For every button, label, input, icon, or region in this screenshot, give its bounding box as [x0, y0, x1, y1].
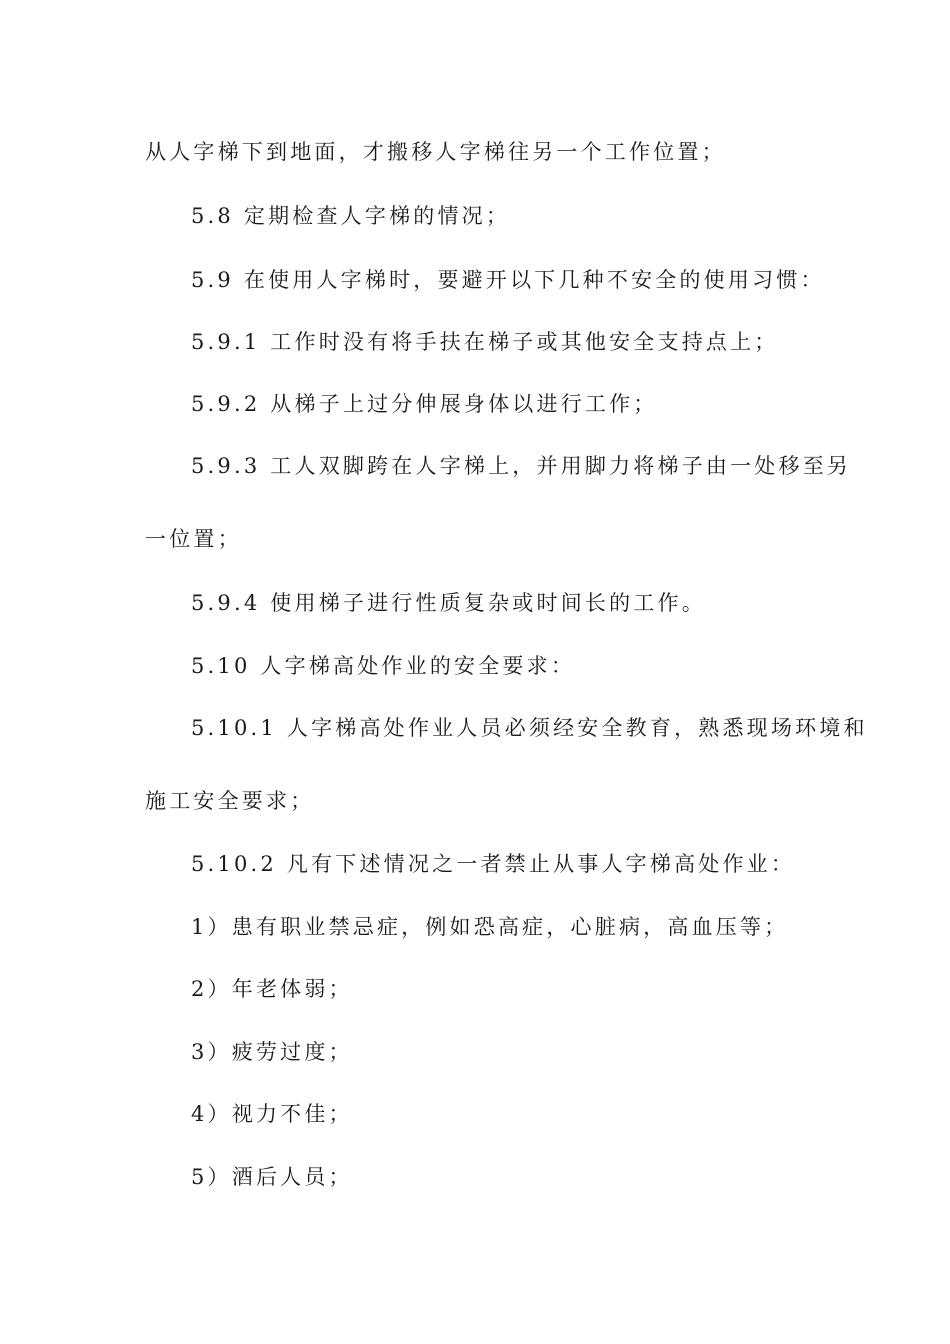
paragraph-line: 4）视力不佳； — [191, 1102, 353, 1126]
paragraph-line: 3）疲劳过度； — [191, 1040, 353, 1064]
paragraph-line: 5）酒后人员； — [191, 1165, 353, 1189]
paragraph-line: 5.9.1 工作时没有将手扶在梯子或其他安全支持点上； — [191, 330, 779, 354]
paragraph-line: 从人字梯下到地面，才搬移人字梯往另一个工作位置； — [145, 140, 726, 164]
paragraph-line: 5.9.2 从梯子上过分伸展身体以进行工作； — [191, 392, 658, 416]
paragraph-line: 5.9.4 使用梯子进行性质复杂或时间长的工作。 — [191, 591, 706, 615]
paragraph-line: 5.10 人字梯高处作业的安全要求： — [191, 654, 576, 678]
paragraph-line: 5.9.3 工人双脚跨在人字梯上，并用脚力将梯子由一处移至另 — [191, 454, 852, 478]
paragraph-line: 2）年老体弱； — [191, 977, 353, 1001]
paragraph-line: 一位置； — [145, 527, 242, 551]
paragraph-line: 5.10.2 凡有下述情况之一者禁止从事人字梯高处作业： — [191, 852, 796, 876]
paragraph-line: 5.9 在使用人字梯时，要避开以下几种不安全的使用习惯： — [191, 268, 825, 292]
paragraph-line: 5.10.1 人字梯高处作业人员必须经安全教育，熟悉现场环境和 — [191, 716, 868, 740]
paragraph-line: 施工安全要求； — [145, 789, 315, 813]
paragraph-line: 1）患有职业禁忌症，例如恐高症，心脏病，高血压等； — [191, 915, 789, 939]
paragraph-line: 5.8 定期检查人字梯的情况； — [191, 204, 511, 228]
